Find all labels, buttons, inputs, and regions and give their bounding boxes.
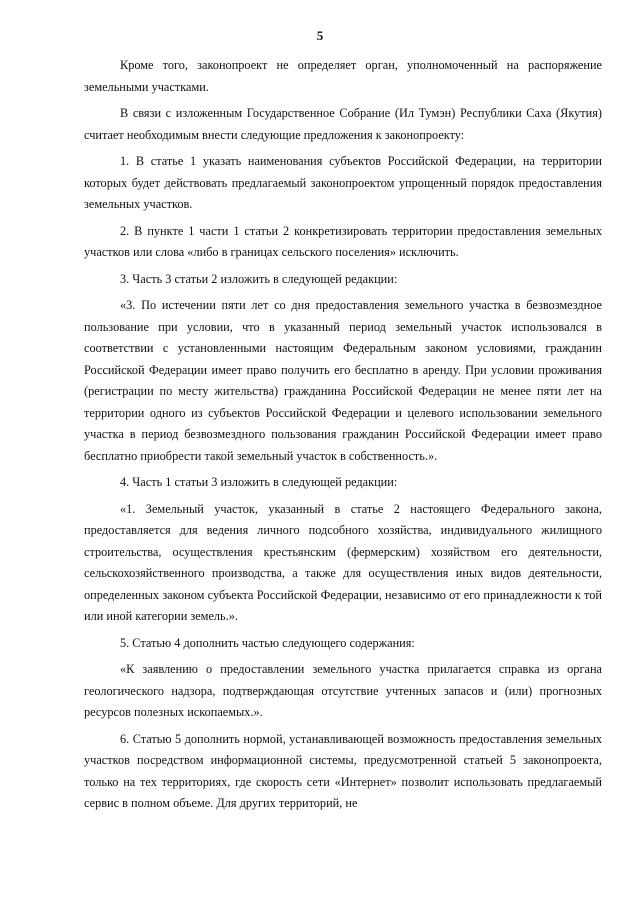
paragraph-proposals-intro: В связи с изложенным Государственное Собрание (Ил Тумэн) Республики Саха (Якутия) считает необходимым внести следующие предложения к законопроекту: — [84, 106, 602, 142]
paragraph-agency-not-defined: Кроме того, законопроект не определяет орган, уполномоченный на распоряжение земельными участками. — [84, 58, 602, 94]
paragraph-proposal-1: 1. В статье 1 указать наименования субъектов Российской Федерации, на территории которых будет действовать предлагаемый законопроектом упрощенный порядок предоставления земельных участков. — [84, 154, 602, 211]
page-number: 5 — [316, 28, 324, 43]
paragraph-proposal-2: 2. В пункте 1 части 1 статьи 2 конкретизировать территории предоставления земельных участков или слова «либо в границах сельского поселения» исключить. — [84, 223, 602, 259]
paragraph-proposal-6: 6. Статью 5 дополнить нормой, устанавливающей возможность предоставления земельных участков посредством информационной системы, предусмотренной статьей 5 законопроекта, только на тех территориях, где скорость сети «Интернет» позволит использовать предлагаемый сервис в полном объеме. Для других территорий, не — [84, 731, 602, 810]
paragraph-proposal-3-intro: 3. Часть 3 статьи 2 изложить в следующей редакции: — [120, 271, 398, 286]
paragraph-proposal-5-text: «К заявлению о предоставлении земельного участка прилагается справка из органа геологического надзора, подтверждающая отсутствие учтенных запасов и (или) прогнозных ресурсов полезных ископаемых.». — [84, 662, 602, 719]
document-body — [84, 55, 602, 820]
paragraph-proposal-4-intro: 4. Часть 1 статьи 3 изложить в следующей редакции: — [120, 475, 398, 489]
paragraph-proposal-3-text: «3. По истечении пяти лет со дня предоставления земельного участка в безвозмездное пользование при условии, что в указанный период земельный участок использовался в соответствии с установленными настоящим Федеральным законом условиями, гражданин Российской Федерации имеет право получить его бесплатно в аренду. При условии проживания (регистрации по месту жительства) гражданина Российской Федерации не менее пяти лет на территории одного из субъектов Российской Федерации и целевого использовании земельного участка в период безвозмездного пользования гражданин Российской Федерации имеет право бесплатно приобрести такой земельный участок в собственность.». — [84, 298, 602, 463]
paragraph-proposal-5-intro: 5. Статью 4 дополнить частью следующего содержания: — [120, 635, 415, 650]
paragraph-proposal-4-text: «1. Земельный участок, указанный в статье 2 настоящего Федерального закона, предоставляется для ведения личного подсобного хозяйства, индивидуального жилищного строительства, осуществления крестьянским (фермерским) хозяйством его деятельности, сельскохозяйственного производства, а также для осуществления иных видов деятельности, определенных законом субъекта Российской Федерации, независимо от его принадлежности к той или иной категории земель.». — [84, 501, 602, 623]
